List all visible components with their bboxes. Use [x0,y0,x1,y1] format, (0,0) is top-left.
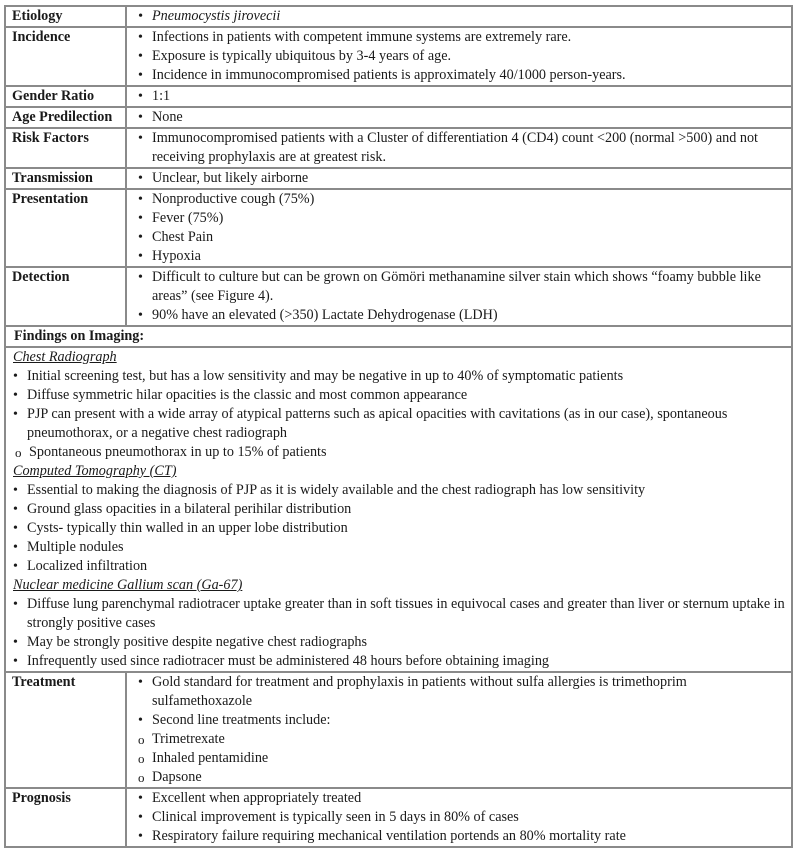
list-item: • Ground glass opacities in a bilateral perihilar distribution [13,500,787,519]
list-item: • Unclear, but likely airborne [132,169,787,188]
findings-heading: Findings on Imaging: [14,328,145,344]
row-label: Incidence [6,28,127,85]
row-findings-heading [6,325,791,346]
row-label: Detection [6,268,127,325]
list-item: • Fever (75%) [132,209,787,228]
row-label: Risk Factors [6,129,127,167]
list-item: • Diffuse lung parenchymal radiotracer uptake greater than in soft tissues in equivocal cases and greater than liver or sternum uptake in strongly positive cases [13,595,787,633]
row-label: Treatment [6,673,127,787]
row-presentation [6,188,791,266]
list-item: • PJP can present with a wide array of atypical patterns such as apical opacities with cavitations (as in our case), spontaneous pneumothorax, or a negative chest radiograph [13,405,787,443]
list-item: • 90% have an elevated (>350) Lactate Dehydrogenase (LDH) [132,306,787,325]
list-item: • Immunocompromised patients with a Cluster of differentiation 4 (CD4) count <200 (normal >500) and not receiving prophylaxis are at greatest risk. [132,129,787,167]
section-ct-title: Computed Tomography (CT) [13,463,177,479]
row-prognosis [6,787,791,846]
list-item: • May be strongly positive despite negative chest radiographs [13,633,787,652]
list-item: • Cysts- typically thin walled in an upper lobe distribution [13,519,787,538]
list-item: • 1:1 [132,87,787,106]
list-item: • Localized infiltration [13,557,787,576]
list-item: • Excellent when appropriately treated [132,789,787,808]
row-detection [6,266,791,325]
list-item: • Infections in patients with competent immune systems are extremely rare. [132,28,787,47]
list-item: • Chest Pain [132,228,787,247]
list-item: • Initial screening test, but has a low sensitivity and may be negative in up to 40% of symptomatic patients [13,367,787,386]
row-transmission [6,167,791,188]
pjp-summary-table [4,5,793,848]
list-item: • Pneumocystis jirovecii [132,7,787,26]
row-treatment [6,671,791,787]
row-risk-factors [6,127,791,167]
list-item: • Respiratory failure requiring mechanical ventilation portends an 80% mortality rate [132,827,787,846]
section-gallium-title: Nuclear medicine Gallium scan (Ga-67) [13,577,243,593]
row-gender-ratio [6,85,791,106]
list-item: • Nonproductive cough (75%) [132,190,787,209]
row-label: Age Predilection [6,108,127,127]
list-item: • Exposure is typically ubiquitous by 3-4 years of age. [132,47,787,66]
list-item: • Difficult to culture but can be grown on Gömöri methanamine silver stain which shows “foamy bubble like areas” (see Figure 4). [132,268,787,306]
sub-list-item: o Dapsone [132,768,787,787]
row-label: Prognosis [6,789,127,846]
row-incidence [6,26,791,85]
list-item: • Incidence in immunocompromised patients is approximately 40/1000 person-years. [132,66,787,85]
list-item: • Diffuse symmetric hilar opacities is the classic and most common appearance [13,386,787,405]
section-chest-radiograph-title: Chest Radiograph [13,349,117,365]
sub-list-item: o Spontaneous pneumothorax in up to 15% of patients [13,443,787,462]
list-item: • Essential to making the diagnosis of PJP as it is widely available and the chest radiograph has low sensitivity [13,481,787,500]
list-item: • Clinical improvement is typically seen in 5 days in 80% of cases [132,808,787,827]
row-age-predilection [6,106,791,127]
row-label: Gender Ratio [6,87,127,106]
list-item: • Hypoxia [132,247,787,266]
list-item: • None [132,108,787,127]
list-item: • Gold standard for treatment and prophylaxis in patients without sulfa allergies is trimethoprim sulfamethoxazole [132,673,787,711]
row-findings-content [6,346,791,671]
list-item: • Multiple nodules [13,538,787,557]
list-item: • Infrequently used since radiotracer must be administered 48 hours before obtaining imaging [13,652,787,671]
row-label: Transmission [6,169,127,188]
row-etiology [6,7,791,26]
row-label: Etiology [6,7,127,26]
sub-list-item: o Trimetrexate [132,730,787,749]
sub-list-item: o Inhaled pentamidine [132,749,787,768]
list-item: • Second line treatments include: [132,711,787,730]
row-label: Presentation [6,190,127,266]
